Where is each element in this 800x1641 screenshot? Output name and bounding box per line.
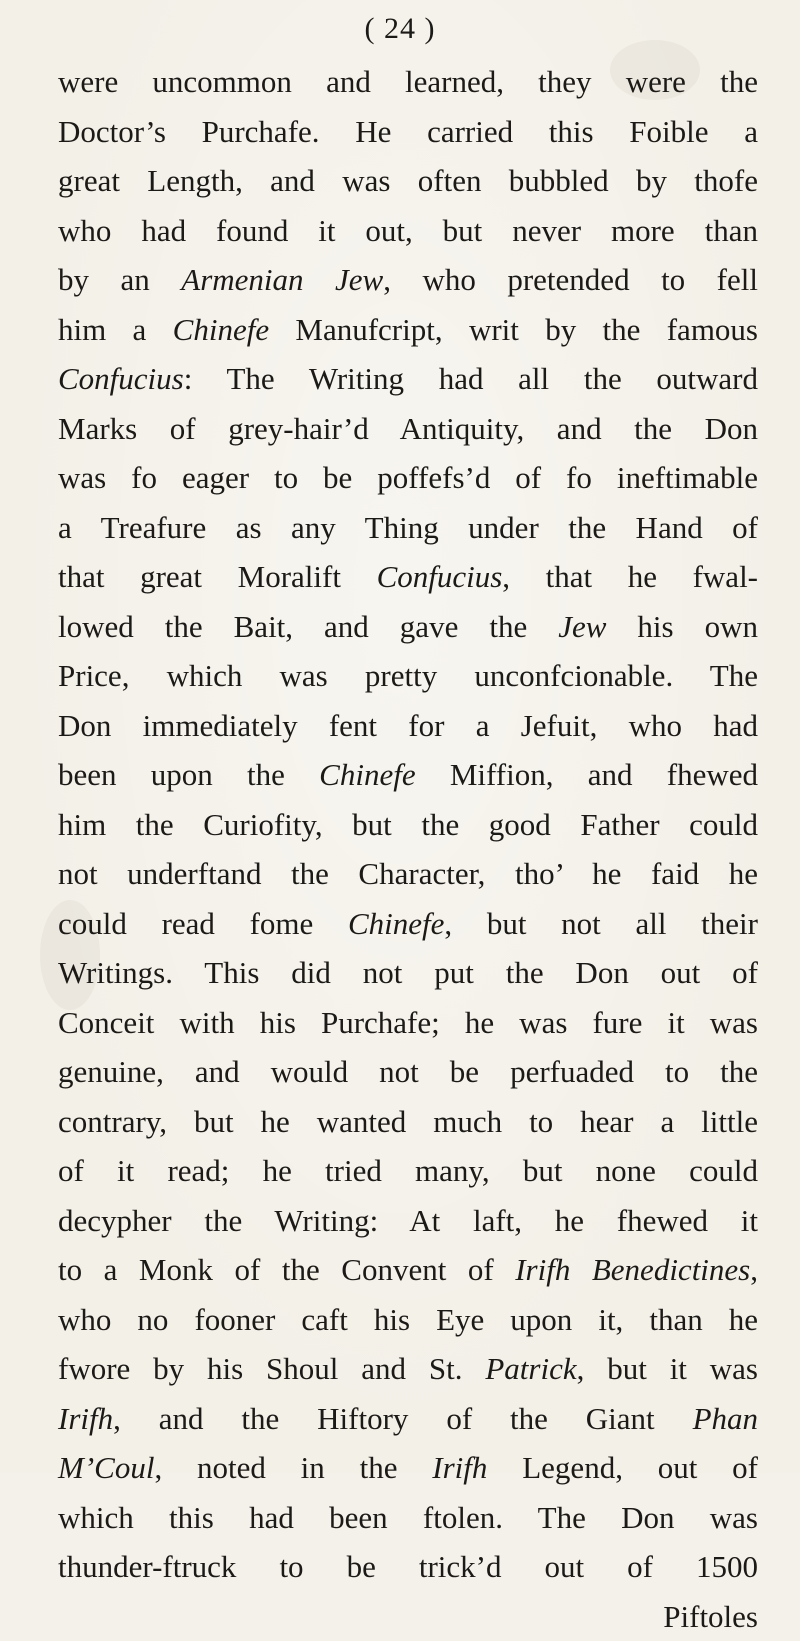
italic-text: Jew (558, 609, 606, 644)
text-segment: , but not all their (444, 906, 758, 941)
italic-text: Irifh (432, 1450, 487, 1485)
text-segment: , that he fwal- (502, 559, 758, 594)
text-segment: Writings. This did not put the Don out of (58, 955, 758, 990)
text-segment: , (750, 1252, 758, 1287)
text-segment: decypher the Writing: At laft, he fhewed it (58, 1203, 758, 1238)
text-segment: a Treafure as any Thing under the Hand of (58, 510, 758, 545)
text-segment: fwore by his Shoul and St. (58, 1351, 485, 1386)
text-line (58, 206, 758, 256)
text-segment: who had found it out, but never more than (58, 213, 758, 248)
text-segment: him the Curiofity, but the good Father could (58, 807, 758, 842)
text-segment: been upon the (58, 757, 319, 792)
text-segment: Legend, out of (487, 1450, 758, 1485)
text-segment: could read fome (58, 906, 348, 941)
text-line (58, 1443, 758, 1493)
italic-text: Confucius (58, 361, 184, 396)
text-line (58, 750, 758, 800)
text-segment: by an (58, 262, 181, 297)
italic-text: Chinefe (348, 906, 444, 941)
text-line (58, 1245, 758, 1295)
text-segment: not underftand the Character, tho’ he faid he (58, 856, 758, 891)
text-line (58, 1146, 758, 1196)
text-segment: , who pretended to fell (383, 262, 758, 297)
text-line (58, 1097, 758, 1147)
text-line (58, 899, 758, 949)
text-line (58, 57, 758, 107)
text-segment: was fo eager to be poffefs’d of fo ineftimable (58, 460, 758, 495)
text-segment: , but it was (577, 1351, 758, 1386)
text-segment: great Length, and was often bubbled by thofe (58, 163, 758, 198)
text-segment: Miffion, and fhewed (416, 757, 758, 792)
text-line (58, 849, 758, 899)
text-line (58, 354, 758, 404)
text-line (58, 1295, 758, 1345)
text-segment: genuine, and would not be perfuaded to the (58, 1054, 758, 1089)
text-line (58, 1493, 758, 1543)
text-segment: Doctor’s Purchafe. He carried this Foible a (58, 114, 758, 149)
text-segment: Manufcript, writ by the famous (269, 312, 758, 347)
text-segment: contrary, but he wanted much to hear a little (58, 1104, 758, 1139)
text-segment: lowed the Bait, and gave the (58, 609, 558, 644)
text-line (58, 1047, 758, 1097)
page-number: ( 24 ) (0, 12, 800, 46)
text-line (58, 107, 758, 157)
text-line (58, 1592, 758, 1641)
text-line (58, 998, 758, 1048)
text-line (58, 255, 758, 305)
text-line (58, 1394, 758, 1444)
text-segment: which this had been ftolen. The Don was (58, 1500, 758, 1535)
text-segment: : The Writing had all the outward (184, 361, 758, 396)
text-segment: , noted in the (154, 1450, 432, 1485)
italic-text: Phan (693, 1401, 758, 1436)
text-segment: him a (58, 312, 173, 347)
italic-text: Irifh (58, 1401, 113, 1436)
body-text (58, 57, 758, 1641)
text-line (58, 651, 758, 701)
text-segment: , and the Hiftory of the Giant (113, 1401, 692, 1436)
text-line (58, 453, 758, 503)
italic-text: Armenian Jew (181, 262, 383, 297)
text-segment: to a Monk of the Convent of (58, 1252, 515, 1287)
italic-text: Confucius (377, 559, 503, 594)
text-line (58, 552, 758, 602)
text-segment: thunder-ftruck to be trick’d out of 1500 (58, 1549, 758, 1584)
text-line (58, 404, 758, 454)
italic-text: Chinefe (173, 312, 269, 347)
text-line (58, 305, 758, 355)
text-segment: Marks of grey-hair’d Antiquity, and the Don (58, 411, 758, 446)
text-segment: were uncommon and learned, they were the (58, 64, 758, 99)
text-line (58, 1344, 758, 1394)
italic-text: Patrick (485, 1351, 576, 1386)
text-line (58, 948, 758, 998)
text-line (58, 156, 758, 206)
text-segment: Don immediately fent for a Jefuit, who had (58, 708, 758, 743)
text-line (58, 503, 758, 553)
text-segment: who no fooner caft his Eye upon it, than he (58, 1302, 758, 1337)
text-segment: Conceit with his Purchafe; he was fure it was (58, 1005, 758, 1040)
text-line (58, 1196, 758, 1246)
italic-text: Chinefe (319, 757, 415, 792)
text-segment: Piftoles (663, 1599, 758, 1634)
italic-text: Irifh Benedictines (515, 1252, 750, 1287)
text-segment: that great Moralift (58, 559, 377, 594)
text-line (58, 701, 758, 751)
text-segment: of it read; he tried many, but none could (58, 1153, 758, 1188)
text-line (58, 800, 758, 850)
text-line (58, 602, 758, 652)
italic-text: M’Coul (58, 1450, 154, 1485)
text-segment: Price, which was pretty unconfcionable. The (58, 658, 758, 693)
text-segment: his own (606, 609, 758, 644)
text-line (58, 1542, 758, 1592)
